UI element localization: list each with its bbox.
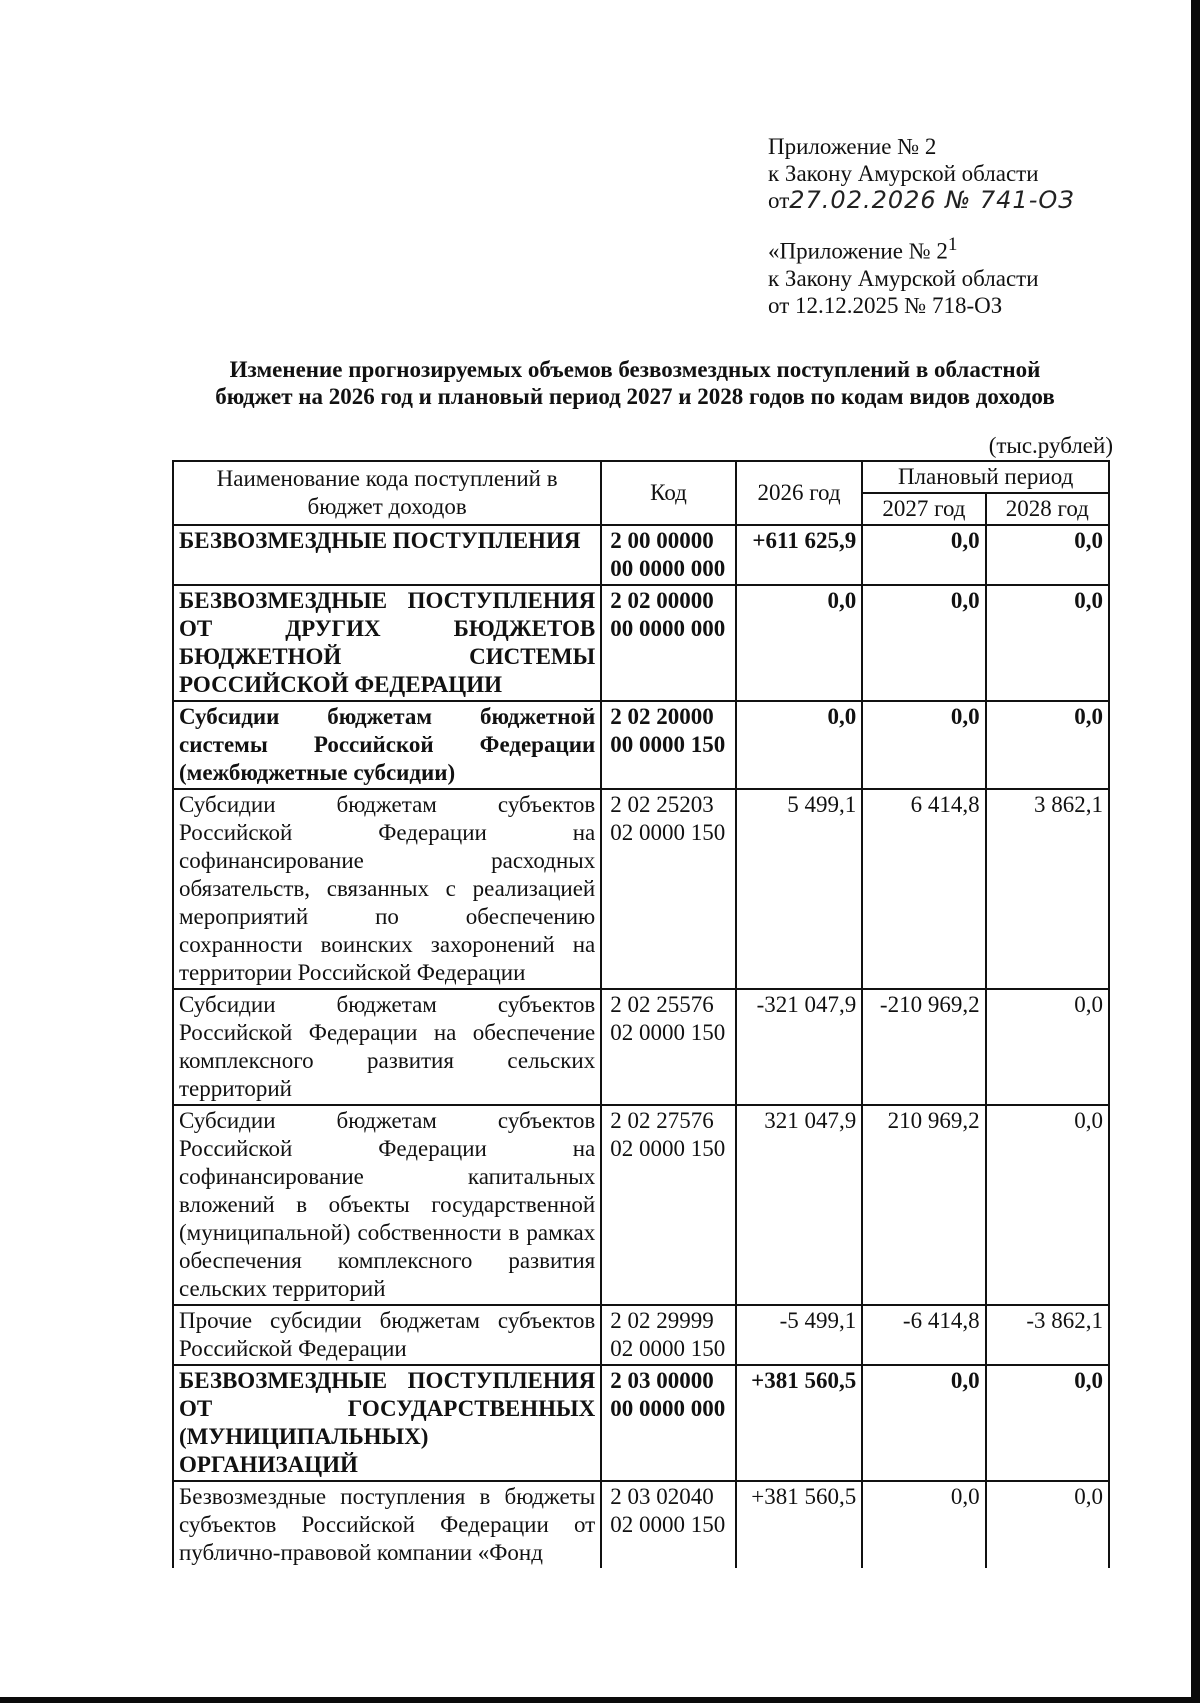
row-value-2026: -5 499,1 [736, 1305, 862, 1365]
attachment-date-prefix: от [768, 188, 790, 213]
units-label: (тыс.рублей) [988, 433, 1113, 458]
previous-attachment-block [768, 231, 1039, 319]
row-value-2028: 0,0 [986, 1365, 1109, 1481]
table-row [173, 525, 1109, 585]
document-title-line-2: бюджет на 2026 год и плановый период 2027 и 2028 годов по кодам видов доходов [215, 384, 1055, 409]
header-2026: 2026 год [736, 461, 862, 525]
previous-attachment-date: от 12.12.2025 № 718-ОЗ [768, 292, 1003, 318]
row-value-2028: 0,0 [986, 701, 1109, 789]
row-name: Субсидии бюджетам субъектов Российской Федерации на обеспечение комплексного развития сельских территорий [173, 989, 601, 1105]
row-code: 2 02 25576 02 0000 150 [601, 989, 736, 1105]
row-code: 2 03 02040 02 0000 150 [601, 1481, 736, 1568]
row-value-2026: 321 047,9 [736, 1105, 862, 1305]
row-name: Субсидии бюджетам субъектов Российской Федерации на софинансирование расходных обязательств, связанных с реализацией мероприятий по обеспечению сохранности воинских захоронений на территории Российской Федерации [173, 789, 601, 989]
row-value-2028: 0,0 [986, 525, 1109, 585]
row-value-2026: +381 560,5 [736, 1365, 862, 1481]
row-value-2028: 0,0 [986, 1105, 1109, 1305]
row-code: 2 02 27576 02 0000 150 [601, 1105, 736, 1305]
header-name: Наименование кода поступлений в бюджет доходов [173, 461, 601, 525]
row-value-2027: -210 969,2 [862, 989, 985, 1105]
previous-attachment-number: «Приложение № $2^1$ [768, 234, 958, 264]
row-value-2027: -6 414,8 [862, 1305, 985, 1365]
row-value-2026: -321 047,9 [736, 989, 862, 1105]
row-value-2027: 0,0 [862, 701, 985, 789]
attachment-law: к Закону Амурской области [768, 161, 1039, 186]
row-value-2026: 5 499,1 [736, 789, 862, 989]
document-title [170, 356, 1100, 410]
handwritten-date-number: 27.02.2026 № 741-ОЗ [789, 186, 1075, 214]
row-value-2027: 6 414,8 [862, 789, 985, 989]
row-value-2028: 0,0 [986, 585, 1109, 701]
row-code: 2 03 00000 00 0000 000 [601, 1365, 736, 1481]
table-row [173, 701, 1109, 789]
row-name: Субсидии бюджетам бюджетной системы Российской Федерации (межбюджетные субсидии) [173, 701, 601, 789]
revenue-table [172, 460, 1110, 1568]
row-code: 2 02 20000 00 0000 150 [601, 701, 736, 789]
row-value-2026: 0,0 [736, 701, 862, 789]
header-row [173, 461, 1109, 493]
table-row [173, 789, 1109, 989]
row-code: 2 02 25203 02 0000 150 [601, 789, 736, 989]
row-value-2028: -3 862,1 [986, 1305, 1109, 1365]
attachment-block [768, 133, 1075, 214]
attachment-superscript: 1 [947, 234, 958, 255]
header-code: Код [601, 461, 736, 525]
row-value-2027: 210 969,2 [862, 1105, 985, 1305]
row-value-2028: 3 862,1 [986, 789, 1109, 989]
header-2028: 2028 год [986, 493, 1109, 525]
row-code: 2 02 29999 02 0000 150 [601, 1305, 736, 1365]
table-row [173, 989, 1109, 1105]
table-row [173, 1481, 1109, 1568]
row-value-2026: +611 625,9 [736, 525, 862, 585]
row-name: Субсидии бюджетам субъектов Российской Федерации на софинансирование капитальных вложений в объекты государственной (муниципальной) собственности в рамках обеспечения комплексного развития сельских территорий [173, 1105, 601, 1305]
scan-edge-right [1191, 0, 1200, 1703]
row-value-2028: 0,0 [986, 1481, 1109, 1568]
row-code: 2 02 00000 00 0000 000 [601, 585, 736, 701]
row-value-2028: 0,0 [986, 989, 1109, 1105]
row-name: Безвозмездные поступления в бюджеты субъектов Российской Федерации от публично-правовой компании «Фонд [173, 1481, 601, 1568]
previous-attachment-law: к Закону Амурской области [768, 265, 1039, 291]
table-row [173, 1365, 1109, 1481]
row-name: Прочие субсидии бюджетам субъектов Российской Федерации [173, 1305, 601, 1365]
row-name: БЕЗВОЗМЕЗДНЫЕ ПОСТУПЛЕНИЯ [173, 525, 601, 585]
scan-edge-bottom [0, 1697, 1200, 1703]
row-name: БЕЗВОЗМЕЗДНЫЕ ПОСТУПЛЕНИЯ ОТ ДРУГИХ БЮДЖЕТОВ БЮДЖЕТНОЙ СИСТЕМЫ РОССИЙСКОЙ ФЕДЕРАЦИИ [173, 585, 601, 701]
row-code: 2 00 00000 00 0000 000 [601, 525, 736, 585]
row-value-2027: 0,0 [862, 525, 985, 585]
table-row [173, 1305, 1109, 1365]
attachment-date-line [768, 187, 1075, 214]
row-name: БЕЗВОЗМЕЗДНЫЕ ПОСТУПЛЕНИЯ ОТ ГОСУДАРСТВЕННЫХ (МУНИЦИПАЛЬНЫХ) ОРГАНИЗАЦИЙ [173, 1365, 601, 1481]
header-2027: 2027 год [862, 493, 985, 525]
document-title-line-1: Изменение прогнозируемых объемов безвозмездных поступлений в областной [229, 357, 1041, 382]
attachment-number: Приложение № 2 [768, 134, 937, 159]
table-row [173, 585, 1109, 701]
table-row [173, 1105, 1109, 1305]
row-value-2026: 0,0 [736, 585, 862, 701]
row-value-2027: 0,0 [862, 585, 985, 701]
row-value-2027: 0,0 [862, 1365, 985, 1481]
row-value-2026: +381 560,5 [736, 1481, 862, 1568]
row-value-2027: 0,0 [862, 1481, 985, 1568]
header-planned-period: Плановый период [862, 461, 1109, 493]
